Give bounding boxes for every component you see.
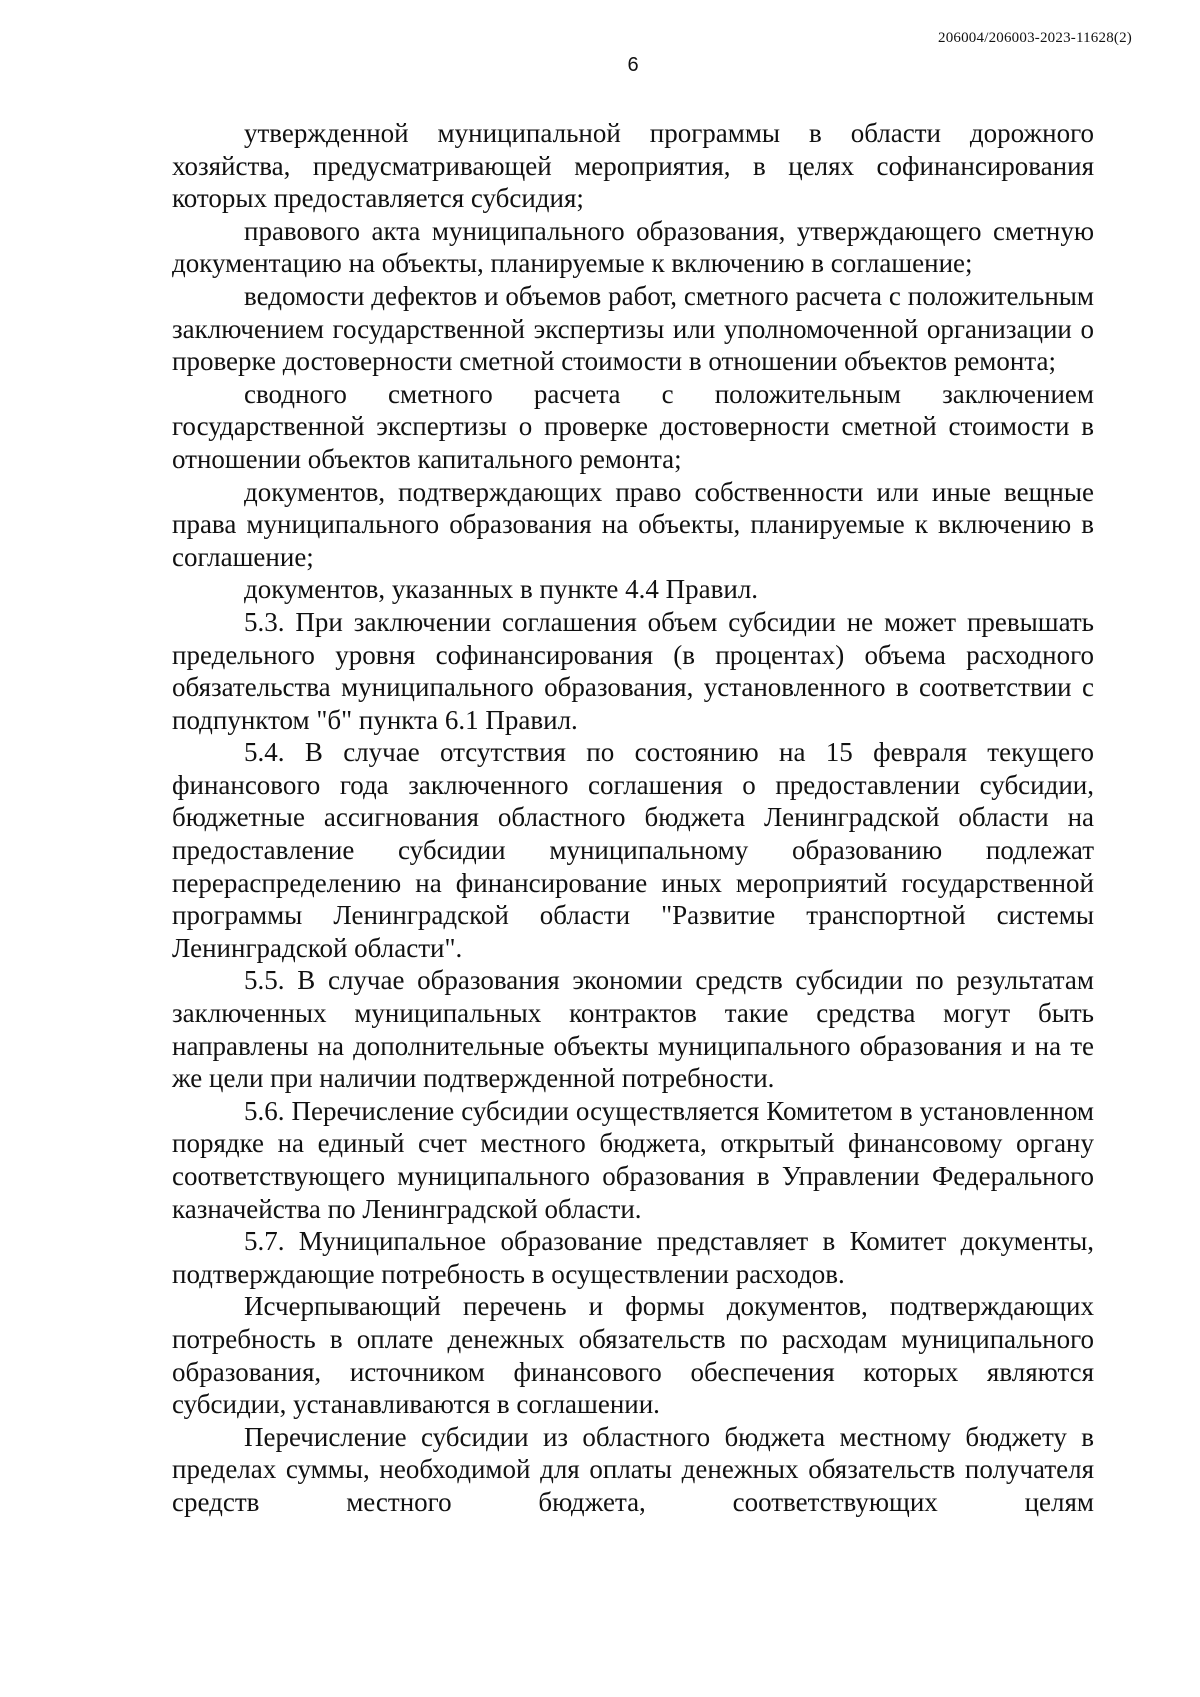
paragraph-5-6: 5.6. Перечисление субсидии осуществляется Комитетом в установленном порядке на единый счет местного бюджета, открытый финансовому органу соответствующего муниципального образования в Управлении Федерального казначейства по Ленинградской области. bbox=[172, 1095, 1094, 1224]
paragraph: документов, указанных в пункте 4.4 Правил. bbox=[244, 574, 759, 605]
paragraph: ведомости дефектов и объемов работ, сметного расчета с положительным заключением государственной экспертизы или уполномоченной организации о проверке достоверности сметной стоимости в отношении объектов ремонта; bbox=[172, 280, 1094, 377]
paragraph: правового акта муниципального образования, утверждающего сметную документацию на объекты, планируемые к включению в соглашение; bbox=[172, 215, 1094, 279]
paragraph-5-4: 5.4. В случае отсутствия по состоянию на 15 февраля текущего финансового года заключенного соглашения о предоставлении субсидии, бюджетные ассигнования областного бюджета Ленинградской области на предоставление субсидии муниципальному образованию подлежат перераспределению на финансирование иных мероприятий государственной программы Ленинградской области "Развитие транспортной системы Ленинградской области". bbox=[172, 737, 1094, 963]
paragraph: документов, подтверждающих право собственности или иные вещные права муниципального образования на объекты, планируемые к включению в соглашение; bbox=[172, 476, 1094, 572]
paragraph-5-7: 5.7. Муниципальное образование представляет в Комитет документы, подтверждающие потребность в осуществлении расходов. bbox=[172, 1226, 1094, 1289]
paragraph: сводного сметного расчета с положительным заключением государственной экспертизы о проверке достоверности сметной стоимости в отношении объектов капитального ремонта; bbox=[172, 378, 1094, 474]
paragraph-5-5: 5.5. В случае образования экономии средств субсидии по результатам заключенных муниципальных контрактов такие средства могут быть направлены на дополнительные объекты муниципального образования и на те же цели при наличии подтвержденной потребности. bbox=[172, 965, 1094, 1094]
page-number: 6 bbox=[627, 54, 639, 76]
paragraph: утвержденной муниципальной программы в области дорожного хозяйства, предусматривающей мероприятия, в целях софинансирования которых предоставляется субсидия; bbox=[172, 118, 1094, 214]
paragraph: Исчерпывающий перечень и формы документов, подтверждающих потребность в оплате денежных обязательств по расходам муниципального образования, источником финансового обеспечения которых являются субсидии, устанавливаются в соглашении. bbox=[172, 1291, 1094, 1420]
document-body bbox=[172, 117, 1094, 1519]
document-id: 206004/206003-2023-11628(2) bbox=[938, 30, 1132, 46]
paragraph-5-3: 5.3. При заключении соглашения объем субсидии не может превышать предельного уровня софинансирования (в процентах) объема расходного обязательства муниципального образования, установленного в соответствии с подпунктом "б" пункта 6.1 Правил. bbox=[172, 606, 1094, 735]
paragraph-continued: Перечисление субсидии из областного бюджета местному бюджету в пределах суммы, необходимой для оплаты денежных обязательств получателя средств местного бюджета, соответствующих целям bbox=[172, 1421, 1094, 1517]
